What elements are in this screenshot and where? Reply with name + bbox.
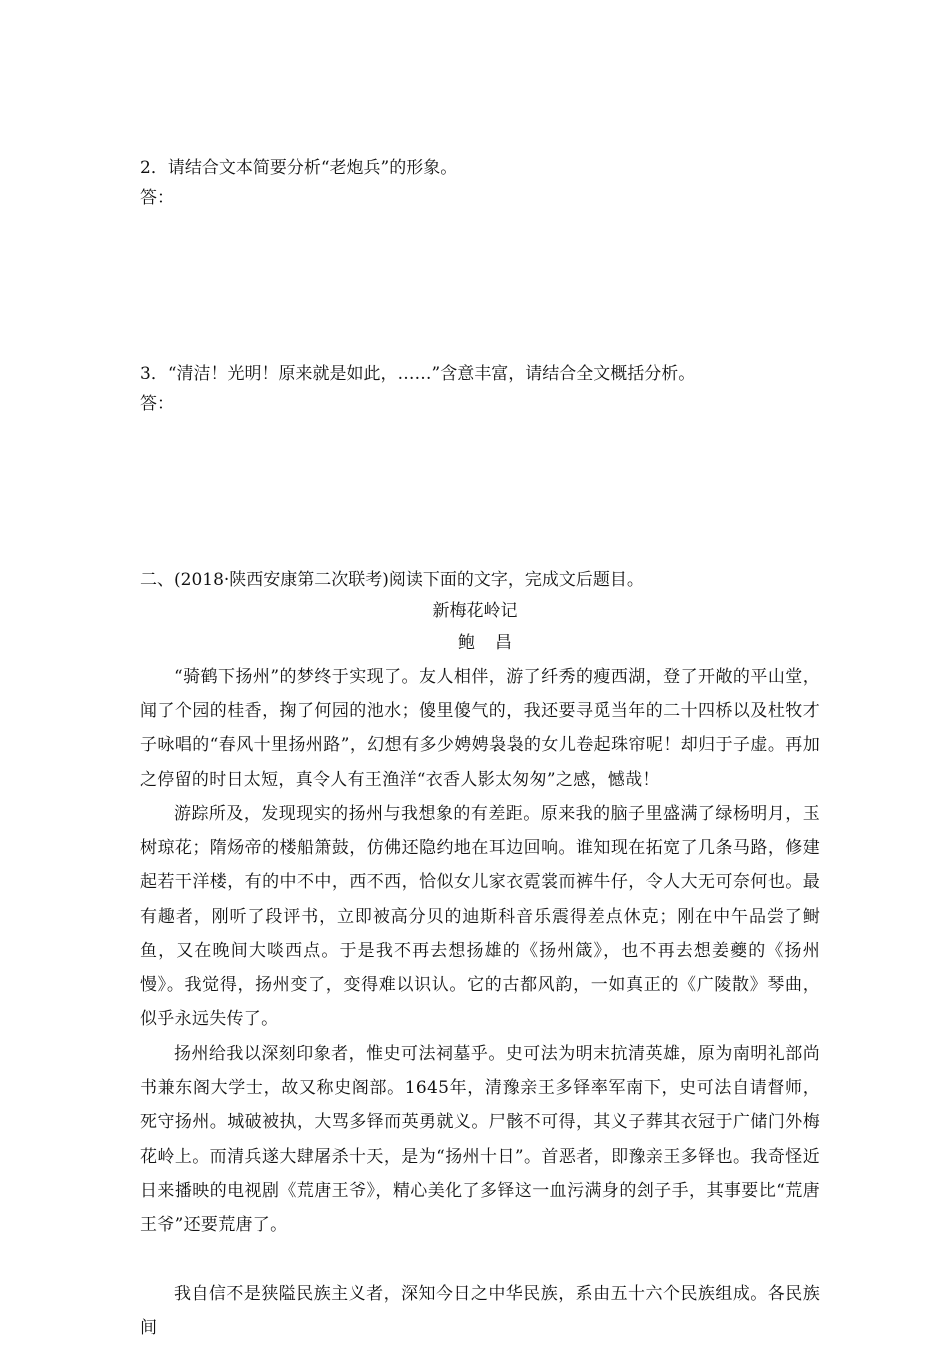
- question-3-prompt: 3．“清洁！光明！原来就是如此，……”含意丰富，请结合全文概括分析。: [140, 364, 696, 384]
- section-heading: 二、(2018·陕西安康第二次联考)阅读下面的文字，完成文后题目。: [140, 570, 644, 590]
- essay-paragraph-4: 我自信不是狭隘民族主义者，深知今日之中华民族，系由五十六个民族组成。各民族间: [140, 1284, 820, 1339]
- essay-paragraph-3: 扬州给我以深刻印象者，惟史可法祠墓乎。史可法为明末抗清英雄，原为南明礼部尚书兼东阁大学士，故又称史阁部。1645年，清豫亲王多铎率军南下，史可法自请督师，死守扬州。城破被执，大骂多铎而英勇就义。尸骸不可得，其义子葬其衣冠于广储门外梅花岭上。而清兵遂大肆屠杀十天，是为“扬州十日”。首恶者，即豫亲王多铎也。我奇怪近日来播映的电视剧《荒唐王爷》，精心美化了多铎这一血污满身的刽子手，其事要比“荒唐王爷”还要荒唐了。: [140, 1044, 820, 1236]
- essay-title: 新梅花岭记: [432, 601, 518, 621]
- question-2-answer-label: 答：: [140, 188, 174, 208]
- essay-paragraph-2: 游踪所及，发现现实的扬州与我想象的有差距。原来我的脑子里盛满了绿杨明月，玉树琼花；隋炀帝的楼船箫鼓，仿佛还隐约地在耳边回响。谁知现在拓宽了几条马路，修建起若干洋楼，有的中不中，西不西，恰似女儿家衣霓裳而裤牛仔，令人大无可奈何也。最有趣者，刚听了段评书，立即被高分贝的迪斯科音乐震得差点休克；刚在中午品尝了鲥鱼，又在晚间大啖西点。于是我不再去想扬雄的《扬州箴》，也不再去想姜夔的《扬州慢》。我觉得，扬州变了，变得难以识认。它的古都风韵，一如真正的《广陵散》琴曲，似乎永远失传了。: [140, 804, 820, 1030]
- question-2-prompt: 2．请结合文本简要分析“老炮兵”的形象。: [140, 158, 458, 178]
- essay-paragraph-1: “骑鹤下扬州”的梦终于实现了。友人相伴，游了纤秀的瘦西湖，登了开敞的平山堂，闻了个园的桂香，掬了何园的池水；傻里傻气的，我还要寻觅当年的二十四桥以及杜牧才子咏唱的“春风十里扬州路”，幻想有多少娉娉袅袅的女儿卷起珠帘呢！却归于子虚。再加之停留的时日太短，真令人有王渔洋“衣香人影太匆匆”之感，憾哉！: [140, 667, 820, 790]
- question-3-answer-label: 答：: [140, 394, 174, 414]
- essay-author: 鲍昌: [458, 633, 532, 653]
